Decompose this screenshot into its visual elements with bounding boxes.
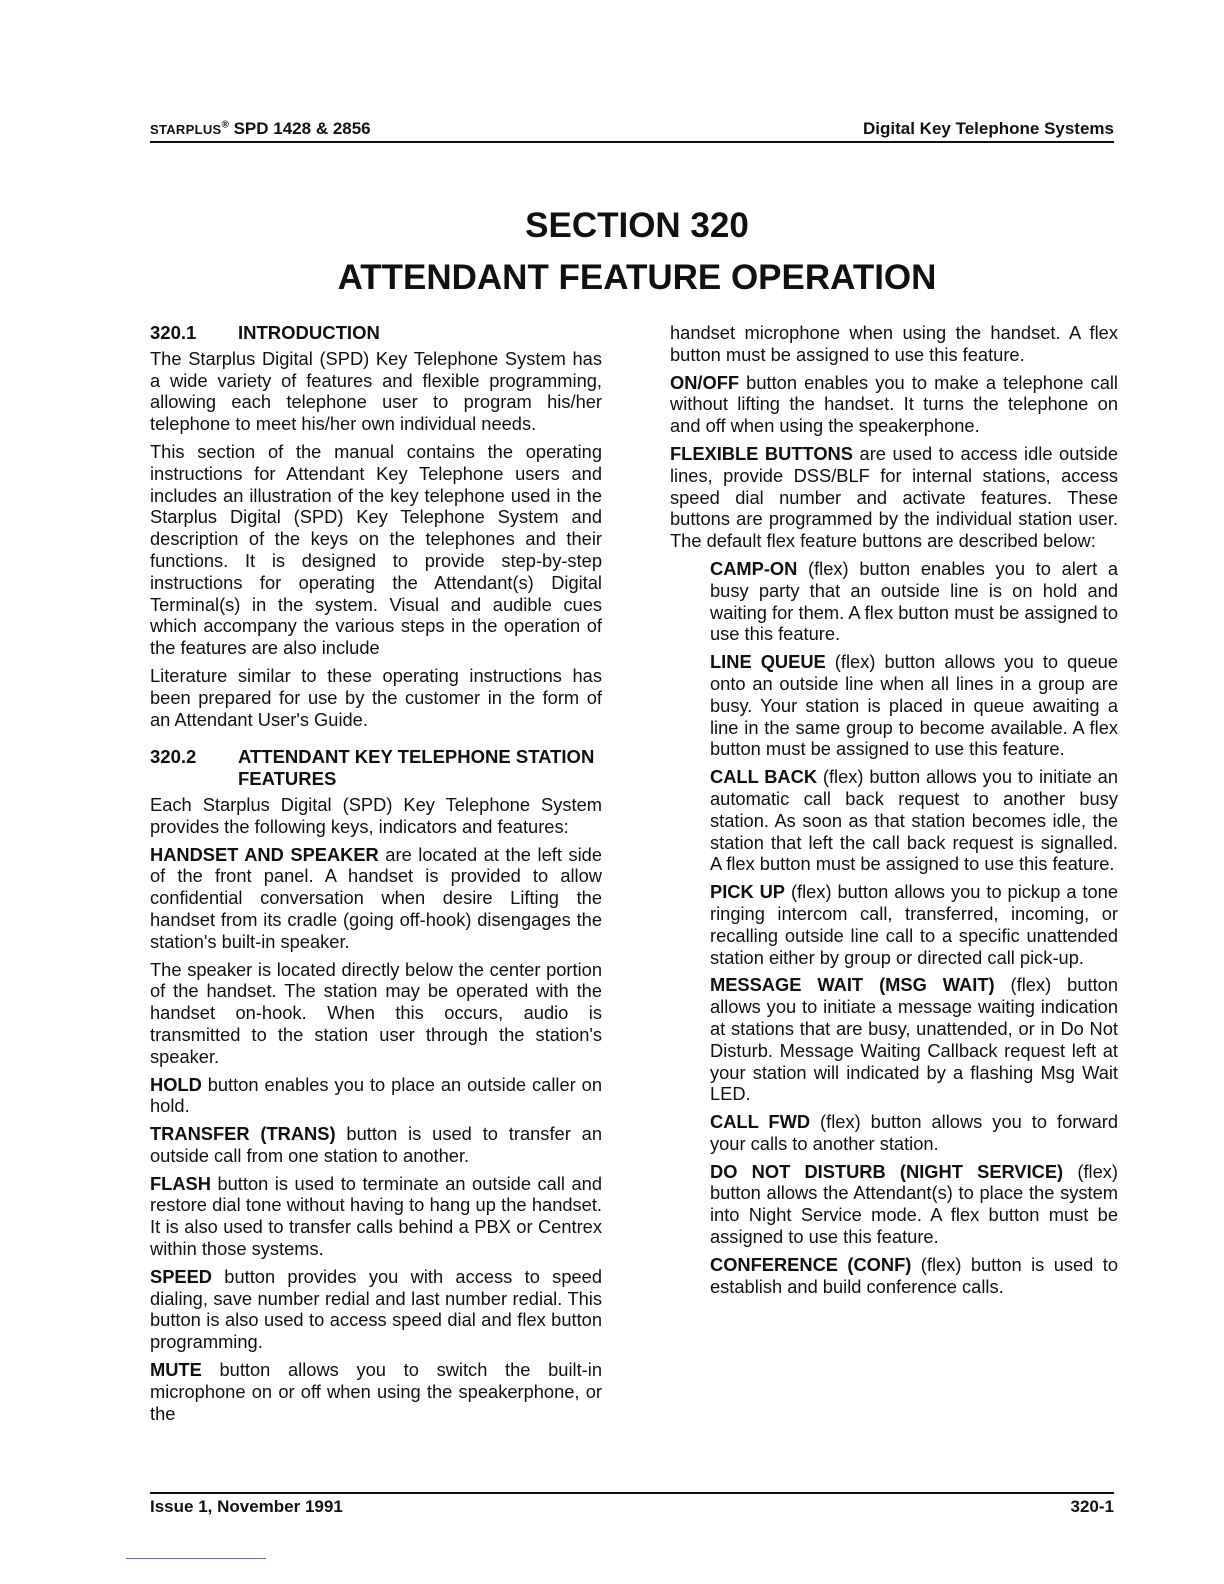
paragraph: Literature similar to these operating instructions has been prepared for use by the customer in the form of an Attendant User's Guide. <box>150 664 602 730</box>
flex-item-pick-up <box>710 881 1118 968</box>
header-title: Digital Key Telephone Systems <box>863 119 1114 138</box>
page-footer <box>150 1492 1114 1517</box>
feature-term: MESSAGE WAIT (MSG WAIT) <box>710 974 995 996</box>
feature-term: CONFERENCE (CONF) <box>710 1253 912 1275</box>
feature-text: (flex) button allows you to forward your calls to another station. <box>710 1111 1118 1154</box>
feature-term: ON/OFF <box>670 371 740 393</box>
flex-item-message-wait <box>710 974 1118 1105</box>
feature-term: PICK UP <box>710 881 786 903</box>
feature-text: button provides you with access to speed dialing, save number redial and last number redial. This button is also used to access speed dial and flex button programming. <box>150 1265 602 1353</box>
paragraph: The Starplus Digital (SPD) Key Telephone System has a wide variety of features and flexible programming, allowing each telephone user to program his/her telephone to meet his/her own individual needs. <box>150 347 602 435</box>
feature-term: FLASH <box>150 1172 211 1194</box>
flex-item-line-queue <box>710 651 1118 760</box>
feature-term: TRANSFER (TRANS) <box>150 1123 336 1145</box>
feature-text: are located at the left side of the front panel. A handset is provided to allow confidential conversation when desire Lifting the handset from its cradle (going off-hook) disengages the station's built-in speaker. <box>150 843 602 952</box>
section-name-title: ATTENDANT FEATURE OPERATION <box>337 258 937 297</box>
footer-issue: Issue 1, November 1991 <box>150 1497 343 1516</box>
registered-mark: ® <box>221 119 229 131</box>
feature-transfer <box>150 1123 602 1167</box>
section-number-title: SECTION 320 <box>525 206 749 245</box>
paragraph: handset microphone when using the handset. A flex button must be assigned to use this feature. <box>670 322 1118 365</box>
page-title <box>0 200 1224 304</box>
feature-text: (flex) button allows you to queue onto an outside line when all lines in a group are busy. Your station is placed in queue awaiting a line in the same group to become available. A flex button must be assigned to use this feature. <box>710 651 1118 760</box>
paragraph: The speaker is located directly below the center portion of the handset. The station may be operated with the handset on-hook. When this occurs, audio is transmitted to the station user through the station's speaker. <box>150 958 602 1067</box>
right-column <box>670 322 1118 1303</box>
feature-term: HANDSET AND SPEAKER <box>150 843 379 865</box>
feature-onoff <box>670 372 1118 437</box>
header-brand: STARPLUS <box>150 122 222 137</box>
flex-item-call-back <box>710 766 1118 875</box>
feature-term: HOLD <box>150 1073 202 1095</box>
feature-text: (flex) button allows you to pickup a tone ringing intercom call, transferred, incoming, or recalling outside line call to a specific unattended station either by group or directed call pick-up. <box>710 881 1119 968</box>
feature-text: (flex) button is used to establish and build conference calls. <box>710 1253 1119 1297</box>
header-product <box>150 119 371 139</box>
feature-text: (flex) button allows you to initiate an automatic call back request to another busy station. As soon as that station becomes idle, the station that left the call back request is signalled. A flex button must be assigned to use this feature. <box>710 766 1118 875</box>
feature-text: button enables you to make a telephone call without lifting the handset. It turns the telephone on and off when using the speakerphone. <box>670 371 1118 437</box>
feature-text: (flex) button allows you to initiate a message waiting indication at stations that are busy, unattended, or in Do Not Disturb. Message Waiting Callback request left at your station will indicated by a flashing Msg Wait LED. <box>710 974 1118 1105</box>
page-number: 320-1 <box>1070 1497 1114 1516</box>
feature-term: LINE QUEUE <box>710 651 826 673</box>
feature-text: button is used to terminate an outside call and restore dial tone without having to hang up the handset. It is also used to transfer calls behind a PBX or Centrex within those systems. <box>150 1172 602 1260</box>
feature-text: button is used to transfer an outside call from one station to another. <box>150 1123 602 1166</box>
flex-item-do-not-disturb <box>710 1161 1118 1248</box>
page-header <box>150 117 1114 143</box>
left-column <box>150 322 602 1430</box>
feature-text: are used to access idle outside lines, provide DSS/BLF for internal stations, access speed dial number and activate features. These buttons are programmed by the individual station user. The default flex feature buttons are described below: <box>670 442 1119 552</box>
section-number: 320.2 <box>150 746 197 768</box>
flex-item-conference <box>710 1254 1118 1298</box>
feature-flexible-buttons <box>670 443 1118 552</box>
section-title: INTRODUCTION <box>238 322 380 343</box>
feature-term: SPEED <box>150 1265 212 1287</box>
section-title: ATTENDANT KEY TELEPHONE STATION FEATURES <box>238 746 595 790</box>
feature-mute <box>150 1359 602 1424</box>
feature-text: (flex) button allows the Attendant(s) to place the system into Night Service mode. A flex button must be assigned to use this feature. <box>710 1160 1118 1248</box>
header-model: SPD 1428 & 2856 <box>228 119 371 138</box>
flex-item-camp-on <box>710 558 1118 645</box>
feature-handset <box>150 844 602 953</box>
section-heading-introduction <box>150 322 602 344</box>
feature-term: CAMP-ON <box>710 557 798 579</box>
paragraph: Each Starplus Digital (SPD) Key Telephone System provides the following keys, indicators and features: <box>150 793 602 837</box>
paragraph: This section of the manual contains the operating instructions for Attendant Key Telephone users and includes an illustration of the key telephone used in the Starplus Digital (SPD) Key Telephone System and description of the keys on the telephones and their functions. It is designed to provide step-by-step instructions for operating the Attendant(s) Digital Terminal(s) in the system. Visual and audible cues which accompany the various steps in the operation of the features are also include <box>150 440 602 659</box>
feature-term: FLEXIBLE BUTTONS <box>670 442 853 464</box>
flex-item-call-fwd <box>710 1111 1118 1155</box>
scan-artifact-line <box>126 1558 266 1559</box>
feature-speed <box>150 1266 602 1353</box>
section-number: 320.1 <box>150 322 197 343</box>
feature-term: CALL BACK <box>710 766 818 788</box>
feature-term: DO NOT DISTURB (NIGHT SERVICE) <box>710 1160 1064 1182</box>
feature-flash <box>150 1173 602 1260</box>
feature-hold <box>150 1074 602 1118</box>
feature-term: MUTE <box>150 1359 202 1381</box>
feature-term: CALL FWD <box>710 1111 811 1133</box>
feature-text: button allows you to switch the built-in microphone on or off when using the speakerphone, or the <box>150 1359 602 1424</box>
feature-text: (flex) button enables you to alert a busy party that an outside line is on hold and waiting for them. A flex button must be assigned to use this feature. <box>710 557 1118 645</box>
feature-text: button enables you to place an outside caller on hold. <box>150 1073 602 1117</box>
section-heading-station-features <box>150 746 602 790</box>
